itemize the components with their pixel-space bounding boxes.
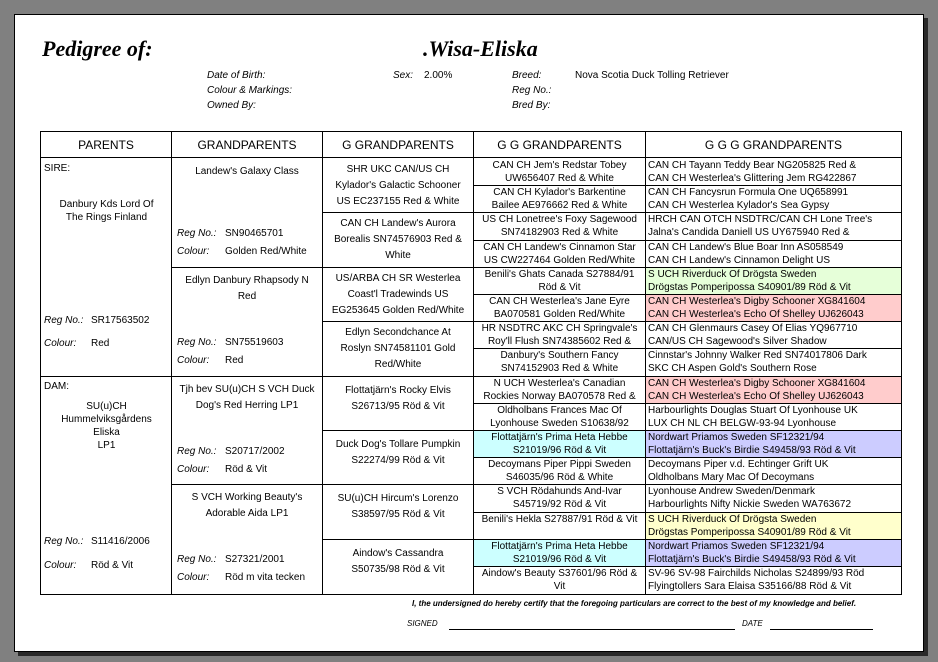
dob-label: Date of Birth: [207,70,266,81]
grandparent-name [173,490,321,522]
ggg-grandparent-line: Cinnstar's Johnny Walker Red SN74017806 Dark [648,350,867,362]
col-header-ggg-grandparents: G G G GRANDPARENTS [646,132,901,158]
ggg-grandparent-line: SV-96 SV-98 Fairchilds Nicholas S24899/93 Röd [648,568,865,579]
g-grandparent-line: EG253645 Golden Red/White [331,304,465,316]
ggg-grandparent-cell [646,404,901,431]
g-grandparent-line: Coast'l Tradewinds US [347,288,449,300]
gg-grandparent-line: HR NSDTRC AKC CH Springvale's [481,323,638,335]
gg-grandparent-cell [474,485,645,511]
ggg-grandparent-line: Drögstas Pomperipossa S40901/89 Röd & Vit [648,526,851,538]
gg-grandparent-line: S21019/96 Röd & Vit [512,553,607,565]
g-grandparent-line: S50735/98 Röd & Vit [351,563,445,575]
row-divider [322,212,901,213]
g-grandparent-line: Duck Dog's Tollare Pumpkin [335,439,461,450]
gg-grandparent-line: Roy'll Flush SN74385602 Red & [487,336,632,348]
sire-label: SIRE: [44,163,71,174]
ggg-grandparent-line: CAN CH Westerlea's Digby Schooner XG841604 [648,296,866,307]
row-divider [473,348,901,349]
grandparent-colour-label: Colour: [177,354,210,366]
ggg-grandparent-cell [646,540,901,567]
ggg-grandparent-line: CAN CH Tayann Teddy Bear NG205825 Red & [648,160,857,171]
ggg-grandparent-line: Harbourlights Nifty Nickie Sweden WA763672 [648,499,852,511]
grandparent-reg-label: Reg No.: [177,445,217,457]
ggg-grandparent-line: Nordwart Priamos Sweden SF12321/94 [648,432,825,443]
sire-reg-value: SR17563502 [91,315,150,326]
dog-name: .Wisa-Eliska [423,36,538,61]
row-divider [473,566,901,567]
g-grandparent-cell [324,271,472,319]
grandparent-name-line: Adorable Aida LP1 [205,508,289,520]
grandparent-name-line: S VCH Working Beauty's [191,492,303,504]
ggg-grandparent-line: Flottatjärn's Buck's Birdie S49458/93 Röd & Vit [648,445,856,456]
sire-name-line: The Rings Finland [65,212,148,223]
gg-grandparent-cell [474,268,645,294]
sire-reg-label: Reg No.: [44,315,84,326]
ggg-grandparent-line: S UCH Riverduck Of Drögsta Sweden [648,268,817,280]
gg-grandparent-line: Röd & Vit [538,281,581,293]
breed-label: Breed: [512,70,542,81]
ggg-grandparent-line: CAN CH Westerlea Kylador's Sea Gypsy [648,200,830,212]
gg-grandparent-cell [474,241,645,267]
date-line[interactable] [770,629,873,630]
ggg-grandparent-cell [646,513,901,540]
grandparent-reg-value: SN90465701 [225,228,284,239]
sire-colour-value: Red [91,338,110,349]
ggg-grandparent-cell [646,377,901,404]
g-grandparent-cell [324,546,472,578]
grandparent-colour-value: Golden Red/White [225,246,307,257]
g-grandparent-cell [324,216,472,264]
sex-value: 2.00% [424,70,453,81]
g-grandparent-line: S22274/99 Röd & Vit [351,455,445,466]
dam-reg-value: S11416/2006 [91,536,150,547]
grandparent-name [173,164,321,180]
grandparent-reg-label: Reg No.: [177,554,217,566]
sire-name-line: Danbury Kds Lord Of [59,199,154,210]
gg-grandparent-line: CAN CH Jem's Redstar Tobey [492,160,627,171]
grandparent-colour-value: Red [225,354,244,366]
ggg-grandparent-line: CAN CH Landew's Blue Boar Inn AS058549 [648,241,844,253]
gg-grandparent-line: Danbury's Southern Fancy [500,350,619,362]
grandparent-colour-label: Colour: [177,246,210,257]
ggg-grandparent-line: CAN CH Westerlea's Glittering Jem RG422867 [648,173,857,184]
gg-grandparent-line: S46035/96 Röd & White [505,472,614,484]
col-header-g-grandparents: G GRANDPARENTS [323,132,474,158]
ggg-grandparent-line: CAN CH Westerlea's Digby Schooner XG841604 [648,377,866,389]
grandparent-reg-value: S20717/2002 [225,445,285,457]
gg-grandparent-line: US CH Lonetree's Foxy Sagewood [482,214,637,226]
gg-grandparent-line: S21019/96 Röd & Vit [512,445,607,456]
gg-grandparent-line: Benili's Hekla S27887/91 Röd & Vit [481,513,638,525]
sex-label: Sex: [393,70,414,81]
gg-grandparent-line: Bailee AE976662 Red & White [491,200,628,212]
row-divider [473,185,901,186]
pedigree-title: Pedigree of: [42,36,153,61]
g-grandparent-line: Flottatjärn's Rocky Elvis [345,384,451,396]
sire-colour-label: Colour: [44,338,77,349]
grandparent-name-line: Landew's Galaxy Class [195,166,299,177]
gg-grandparent-cell [474,349,645,375]
ggg-grandparent-line: HRCH CAN OTCH NSDTRC/CAN CH Lone Tree's [648,214,873,226]
gg-grandparent-line: N UCH Westerlea's Canadian [493,377,626,389]
col-header-gg-grandparents: G G GRANDPARENTS [474,132,646,158]
row-divider [171,484,901,485]
gg-grandparent-line: CAN CH Kylador's Barkentine [493,187,626,199]
ggg-grandparent-line: SKC CH Aspen Gold's Southern Rose [648,363,817,375]
ggg-grandparent-line: Decoymans Piper v.d. Echtinger Grift UK [648,459,829,471]
signed-label: SIGNED [407,619,438,628]
ggg-grandparent-cell [646,458,901,485]
owned-by-label: Owned By: [207,100,256,111]
gg-grandparent-line: Flottatjärn's Prima Heta Hebbe [491,540,628,552]
signed-line[interactable] [449,629,735,630]
ggg-grandparent-line: Jalna's Candida Daniell US UY675940 Red & [648,227,850,239]
ggg-grandparent-cell [646,567,901,594]
gg-grandparent-cell [474,159,645,185]
gg-grandparent-cell [474,295,645,321]
gg-grandparent-line: Rockies Norway BA070578 Red & [483,390,636,402]
dam-reg-label: Reg No.: [44,536,84,547]
colour-markings-label: Colour & Markings: [207,85,293,96]
row-divider [473,457,901,458]
row-divider [171,267,901,268]
gg-grandparent-line: Oldholbans Frances Mac Of [497,404,622,416]
row-divider [322,539,901,540]
ggg-grandparent-line: Harbourlights Douglas Stuart Of Lyonhouse UK [648,404,858,416]
sire-name [44,198,169,224]
gg-grandparent-cell [474,186,645,212]
grandparent-reg-label: Reg No.: [177,228,217,239]
gg-grandparent-cell [474,404,645,430]
row-divider [41,376,901,377]
g-grandparent-line: Borealis SN74576903 Red & [334,234,462,246]
grandparent-colour-label: Colour: [177,572,210,584]
ggg-grandparent-line: Lyonhouse Andrew Sweden/Denmark [648,486,815,498]
ggg-grandparent-line: LUX CH NL CH BELGW-93-94 Lyonhouse [648,417,837,429]
dam-name-line: Eliska [93,427,120,438]
gg-grandparent-cell [474,322,645,348]
g-grandparent-line: Red/White [374,359,422,371]
g-grandparent-line: US/ARBA CH SR Westerlea [335,272,461,284]
ggg-grandparent-cell [646,349,901,376]
gg-grandparent-line: CAN CH Westerlea's Jane Eyre [489,296,630,307]
breed-value: Nova Scotia Duck Tolling Retriever [575,70,729,81]
grandparent-colour-label: Colour: [177,463,210,475]
gg-grandparent-line: Decoymans Piper Pippi Sweden [488,459,631,471]
gg-grandparent-line: Vit [553,581,566,592]
ggg-grandparent-line: CAN/US CH Sagewood's Silver Shadow [648,336,827,348]
grandparent-colour-value: Röd m vita tecken [225,572,306,584]
g-grandparent-line: US EC237155 Red & White [336,196,460,207]
gg-grandparent-cell [474,513,645,539]
gg-grandparent-line: Lyonhouse Sweden S10638/92 [490,417,629,429]
g-grandparent-line: Kylador's Galactic Schooner [335,180,461,191]
gg-grandparent-line: BA070581 Golden Red/White [493,309,626,320]
grandparent-reg-value: SN75519603 [225,336,284,348]
pedigree-grid [40,131,902,595]
grandparent-name [173,382,321,414]
grandparent-reg-label: Reg No.: [177,336,217,348]
gg-grandparent-line: Benili's Ghats Canada S27884/91 [484,268,635,280]
dam-name-line: LP1 [97,440,116,451]
g-grandparent-line: SU(u)CH Hircum's Lorenzo [337,493,459,505]
g-grandparent-cell [324,383,472,415]
gg-grandparent-cell [474,431,645,457]
row-divider [473,240,901,241]
ggg-grandparent-line: CAN CH Westerlea's Echo Of Shelley UJ626043 [648,390,864,402]
ggg-grandparent-cell [646,186,901,213]
gg-grandparent-cell [474,213,645,239]
gg-grandparent-line: SN74152903 Red & White [500,363,619,375]
dam-name [44,400,169,452]
grandparent-name-line: Tjh bev SU(u)CH S VCH Duck [179,383,315,395]
dam-colour-label: Colour: [44,560,77,571]
gg-grandparent-line: CAN CH Landew's Cinnamon Star [483,241,636,253]
grandparent-name-line: Edlyn Danbury Rhapsody N [185,274,309,286]
ggg-grandparent-cell [646,268,901,295]
g-grandparent-cell [324,162,472,210]
gg-grandparent-line: Flottatjärn's Prima Heta Hebbe [491,432,628,443]
gg-grandparent-line: UW656407 Red & White [505,173,614,184]
g-grandparent-cell [324,325,472,373]
ggg-grandparent-line: CAN CH Landew's Cinnamon Delight US [648,254,830,266]
row-divider [473,294,901,295]
g-grandparent-line: S38597/95 Röd & Vit [351,509,445,521]
dam-colour-value: Röd & Vit [91,560,134,571]
gg-grandparent-line: S VCH Rödahunds And-Ivar [497,486,622,498]
g-grandparent-line: Edlyn Secondchance At [345,327,451,339]
col-header-grandparents: GRANDPARENTS [172,132,323,158]
gg-grandparent-line: Aindow's Beauty S37601/96 Röd & [481,568,638,579]
ggg-grandparent-cell [646,485,901,512]
ggg-grandparent-line: CAN CH Glenmaurs Casey Of Elias YQ967710 [648,323,858,335]
row-divider [322,321,901,322]
date-label: DATE [742,619,763,628]
grandparent-name-line: Red [237,290,257,302]
grandparent-name [173,273,321,305]
ggg-grandparent-cell [646,159,901,186]
ggg-grandparent-cell [646,213,901,240]
reg-no-label: Reg No.: [512,85,552,96]
gg-grandparent-line: US CW227464 Golden Red/White [483,254,636,266]
dam-label: DAM: [44,381,69,392]
gg-grandparent-cell [474,540,645,566]
bred-by-label: Bred By: [512,100,551,111]
grandparent-colour-value: Röd & Vit [225,463,268,475]
ggg-grandparent-line: S UCH Riverduck Of Drögsta Sweden [648,513,817,525]
ggg-grandparent-cell [646,322,901,349]
ggg-grandparent-line: Oldholbans Mary Mac Of Decoymans [648,472,815,484]
gg-grandparent-line: SN74182903 Red & White [500,227,619,239]
ggg-grandparent-line: CAN CH Fancysrun Formula One UQ658991 [648,187,849,199]
ggg-grandparent-line: CAN CH Westerlea's Echo Of Shelley UJ626043 [648,309,864,320]
g-grandparent-line: SHR UKC CAN/US CH [346,164,450,175]
gg-grandparent-cell [474,567,645,593]
ggg-grandparent-line: Flottatjärn's Buck's Birdie S49458/93 Röd & Vit [648,553,856,565]
dam-name-line: Hummelviksgårdens [61,414,152,425]
row-divider [473,403,901,404]
ggg-grandparent-line: Drögstas Pomperipossa S40901/89 Röd & Vit [648,281,851,293]
grandparent-name-line: Dog's Red Herring LP1 [195,399,299,411]
row-divider [322,430,901,431]
g-grandparent-line: Roslyn SN74581101 Gold [340,343,456,355]
grandparent-reg-value: S27321/2001 [225,554,285,566]
gg-grandparent-line: S45719/92 Röd & Vit [512,499,607,511]
ggg-grandparent-cell [646,295,901,322]
pedigree-sheet [14,14,924,652]
ggg-grandparent-line: Flyingtollers Sara Elaisa S35166/88 Röd & Vit [648,581,852,592]
ggg-grandparent-cell [646,241,901,268]
g-grandparent-line: Aindow's Cassandra [352,547,444,559]
row-divider [473,512,901,513]
col-header-parents: PARENTS [41,132,172,158]
ggg-grandparent-cell [646,431,901,458]
dam-name-line: SU(u)CH [86,401,127,412]
ggg-grandparent-line: Nordwart Priamos Sweden SF12321/94 [648,540,825,552]
g-grandparent-cell [324,437,472,469]
gg-grandparent-cell [474,458,645,484]
g-grandparent-cell [324,491,472,523]
g-grandparent-line: White [385,250,411,262]
certification-text: I, the undersigned do hereby certify that the foregoing particulars are correct to the best of my knowledge and belief. [412,599,857,608]
gg-grandparent-cell [474,377,645,403]
g-grandparent-line: S26713/95 Röd & Vit [351,400,445,412]
g-grandparent-line: CAN CH Landew's Aurora [340,218,456,230]
